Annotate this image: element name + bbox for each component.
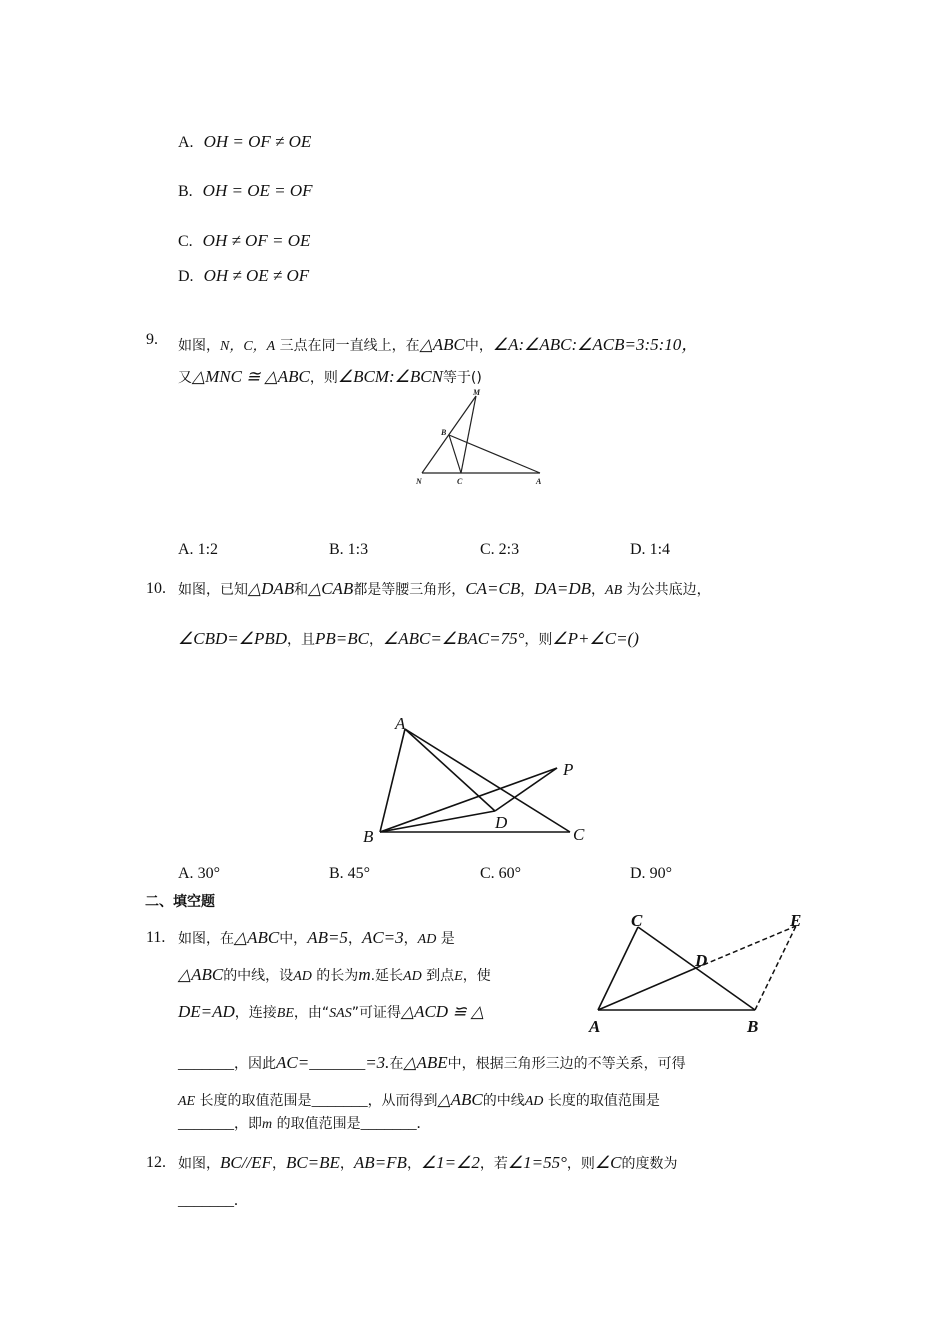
math: AC=3 <box>361 928 404 947</box>
q9-triangle-figure <box>410 388 550 488</box>
text: 都是等腰三角形， <box>353 582 466 598</box>
math: CA=CB <box>465 579 521 598</box>
option-label: C. <box>480 865 495 882</box>
math: AE <box>178 1094 196 1109</box>
text: ， <box>406 1156 421 1172</box>
math: AD <box>403 969 422 984</box>
text: 如图， <box>178 1156 220 1172</box>
math: △ABC <box>178 965 224 984</box>
q8-option-d <box>178 266 309 286</box>
option-text: OH ≠ OE ≠ OF <box>203 266 310 285</box>
option-label: C. <box>178 233 193 250</box>
label-a: A <box>395 714 406 733</box>
label-c: C <box>457 477 463 486</box>
math: SAS <box>329 1006 352 1021</box>
q12-line-2 <box>178 1192 238 1210</box>
text: 长度的取值范围是 <box>195 1093 312 1109</box>
math: AD <box>293 969 312 984</box>
math: △ABE <box>403 1053 448 1072</box>
label-e: E <box>790 911 802 930</box>
math: BC//EF <box>220 1153 272 1172</box>
option-text: OH = OF ≠ OE <box>203 132 312 151</box>
label-a: A <box>536 477 542 486</box>
math: ∠1=55° <box>507 1153 567 1172</box>
math: ∠CBD=∠PBD <box>178 629 287 648</box>
q9-option-a <box>178 541 218 559</box>
option-text: 1:2 <box>197 541 219 558</box>
math: DA=DB <box>534 579 592 598</box>
math: ∠BCM:∠BCN <box>337 367 443 386</box>
text: 为公共底边， <box>622 582 711 598</box>
math: △MNC ≅ △ABC <box>192 367 310 386</box>
option-label: B. <box>329 865 344 882</box>
option-text: 30° <box>197 865 220 882</box>
q12-line-1 <box>178 1153 678 1173</box>
text: 三点在同一直线上，在 <box>275 338 420 354</box>
text: 的中线，设 <box>223 968 294 984</box>
text: ， <box>347 931 362 947</box>
question-number: 10. <box>146 580 166 597</box>
q11-line-5 <box>178 1090 660 1110</box>
text: ， <box>271 1156 286 1172</box>
math: AB=5 <box>307 928 348 947</box>
text: 到点 <box>421 968 455 984</box>
q10-option-c <box>480 865 521 883</box>
label-b: B <box>363 827 374 846</box>
option-text: 90° <box>649 865 672 882</box>
text: ，则 <box>309 370 338 386</box>
option-label: A. <box>178 865 194 882</box>
label-c: C <box>631 911 643 930</box>
math: ∠P+∠C=() <box>552 629 639 648</box>
text: 如图， <box>178 338 220 354</box>
answer-blank-4[interactable]: _______ <box>178 1115 234 1132</box>
text: . <box>234 1192 238 1209</box>
math: ∠A:∠ABC:∠ACB=3:5:10， <box>492 335 699 354</box>
text: 中， <box>279 931 308 947</box>
text: ，即 <box>234 1116 262 1132</box>
math: PB=BC <box>315 629 369 648</box>
text: 中，根据三角形三边的不等关系，可得 <box>447 1056 686 1072</box>
answer-blank-2[interactable]: _______ <box>309 1055 366 1072</box>
answer-blank-5[interactable]: _______ <box>360 1115 417 1132</box>
q9-option-b <box>329 541 368 559</box>
text: 的长为 <box>311 968 359 984</box>
text: ，由“ <box>293 1005 330 1021</box>
q11-line-2 <box>178 965 491 985</box>
text: ，若 <box>479 1156 508 1172</box>
math: m <box>358 965 371 984</box>
math: ∠ABC=∠BAC=75° <box>382 629 525 648</box>
math: ∠C <box>594 1153 622 1172</box>
answer-blank[interactable]: _______ <box>178 1192 234 1209</box>
text: 如图，已知 <box>178 582 248 598</box>
math: DE=AD <box>178 1002 235 1021</box>
math: △ACD ≌ △ <box>401 1002 484 1021</box>
math: △ABC <box>419 335 465 354</box>
option-label: D. <box>630 541 646 558</box>
q11-line-3 <box>178 1002 484 1022</box>
text: ， <box>368 632 383 648</box>
math: BE <box>276 1006 294 1021</box>
option-label: D. <box>178 268 194 285</box>
q11-line-4 <box>178 1053 686 1073</box>
label-d: D <box>695 951 708 970</box>
text: ，使 <box>462 968 491 984</box>
option-text: 45° <box>347 865 371 882</box>
math: AC= <box>276 1053 310 1072</box>
math: =3. <box>365 1053 390 1072</box>
q10-line-1 <box>178 579 711 599</box>
text: ，且 <box>287 632 315 648</box>
question-number: 11. <box>146 929 166 946</box>
text: ，从而得到 <box>367 1093 438 1109</box>
q9-line-2 <box>178 367 482 387</box>
text: 的取值范围是 <box>272 1116 361 1132</box>
q11-line-6 <box>178 1113 421 1133</box>
text: ， <box>339 1156 354 1172</box>
text: ， <box>403 931 418 947</box>
q10-option-d <box>630 865 672 883</box>
q9-option-c <box>480 541 519 559</box>
option-label: C. <box>480 541 495 558</box>
text: ，连接 <box>234 1005 277 1021</box>
math: m <box>262 1117 273 1132</box>
text: ，则 <box>524 632 553 648</box>
q10-line-2 <box>178 629 639 649</box>
option-text: 1:3 <box>347 541 369 558</box>
label-b: B <box>441 428 447 437</box>
text: .延长 <box>370 968 404 984</box>
option-label: D. <box>630 865 646 882</box>
math: AB <box>605 583 623 598</box>
text: ”可证得 <box>351 1005 401 1021</box>
option-text: 60° <box>498 865 522 882</box>
math: AD <box>417 932 437 947</box>
option-text: 2:3 <box>498 541 520 558</box>
option-text: OH = OE = OF <box>202 181 313 200</box>
option-text: OH ≠ OF = OE <box>202 231 311 250</box>
text: 长度的取值范围是 <box>543 1093 660 1109</box>
math: N，C，A <box>220 339 276 354</box>
text: 等于() <box>442 370 482 386</box>
option-label: A. <box>178 134 194 151</box>
text: ， <box>591 582 606 598</box>
math: △CAB <box>308 579 354 598</box>
text: 在 <box>389 1056 404 1072</box>
option-text: 1:4 <box>649 541 671 558</box>
text: 和 <box>294 582 309 598</box>
q10-triangle-figure <box>355 712 595 847</box>
q9-option-d <box>630 541 670 559</box>
q10-option-a <box>178 865 220 883</box>
label-p: P <box>563 760 574 779</box>
text: . <box>416 1115 421 1132</box>
q8-option-a <box>178 132 311 152</box>
text: 的中线 <box>482 1093 525 1109</box>
math: △ABC <box>234 928 280 947</box>
text: 又 <box>178 370 192 386</box>
question-number: 9. <box>146 331 158 348</box>
option-label: B. <box>178 183 193 200</box>
text: 是 <box>436 931 455 947</box>
label-n: N <box>416 477 422 486</box>
question-number: 12. <box>146 1154 166 1171</box>
text: 中， <box>464 338 493 354</box>
label-d: D <box>495 813 508 832</box>
label-b: B <box>747 1017 759 1036</box>
text: ， <box>520 582 535 598</box>
math: E <box>454 969 463 984</box>
q11-line-1 <box>178 928 455 948</box>
label-c: C <box>573 825 585 844</box>
text: ，因此 <box>234 1056 276 1072</box>
math: BC=BE <box>285 1153 340 1172</box>
text: 的度数为 <box>621 1156 678 1172</box>
label-a: A <box>589 1017 601 1036</box>
math: △DAB <box>248 579 295 598</box>
text: ，则 <box>566 1156 595 1172</box>
math: AB=FB <box>353 1153 407 1172</box>
math: △ABC <box>437 1090 483 1109</box>
option-label: B. <box>329 541 344 558</box>
q9-line-1 <box>178 330 698 355</box>
option-label: A. <box>178 541 194 558</box>
math: ∠1=∠2 <box>420 1153 480 1172</box>
q8-option-b <box>178 181 313 201</box>
section-title: 二、填空题 <box>145 894 215 910</box>
q11-triangle-figure <box>585 908 815 1038</box>
q8-option-c <box>178 231 310 251</box>
answer-blank-1[interactable]: _______ <box>178 1055 234 1072</box>
q10-option-b <box>329 865 370 883</box>
label-m: M <box>473 388 481 397</box>
answer-blank-3[interactable]: _______ <box>311 1092 368 1109</box>
math: AD <box>524 1094 544 1109</box>
text: 如图，在 <box>178 931 234 947</box>
